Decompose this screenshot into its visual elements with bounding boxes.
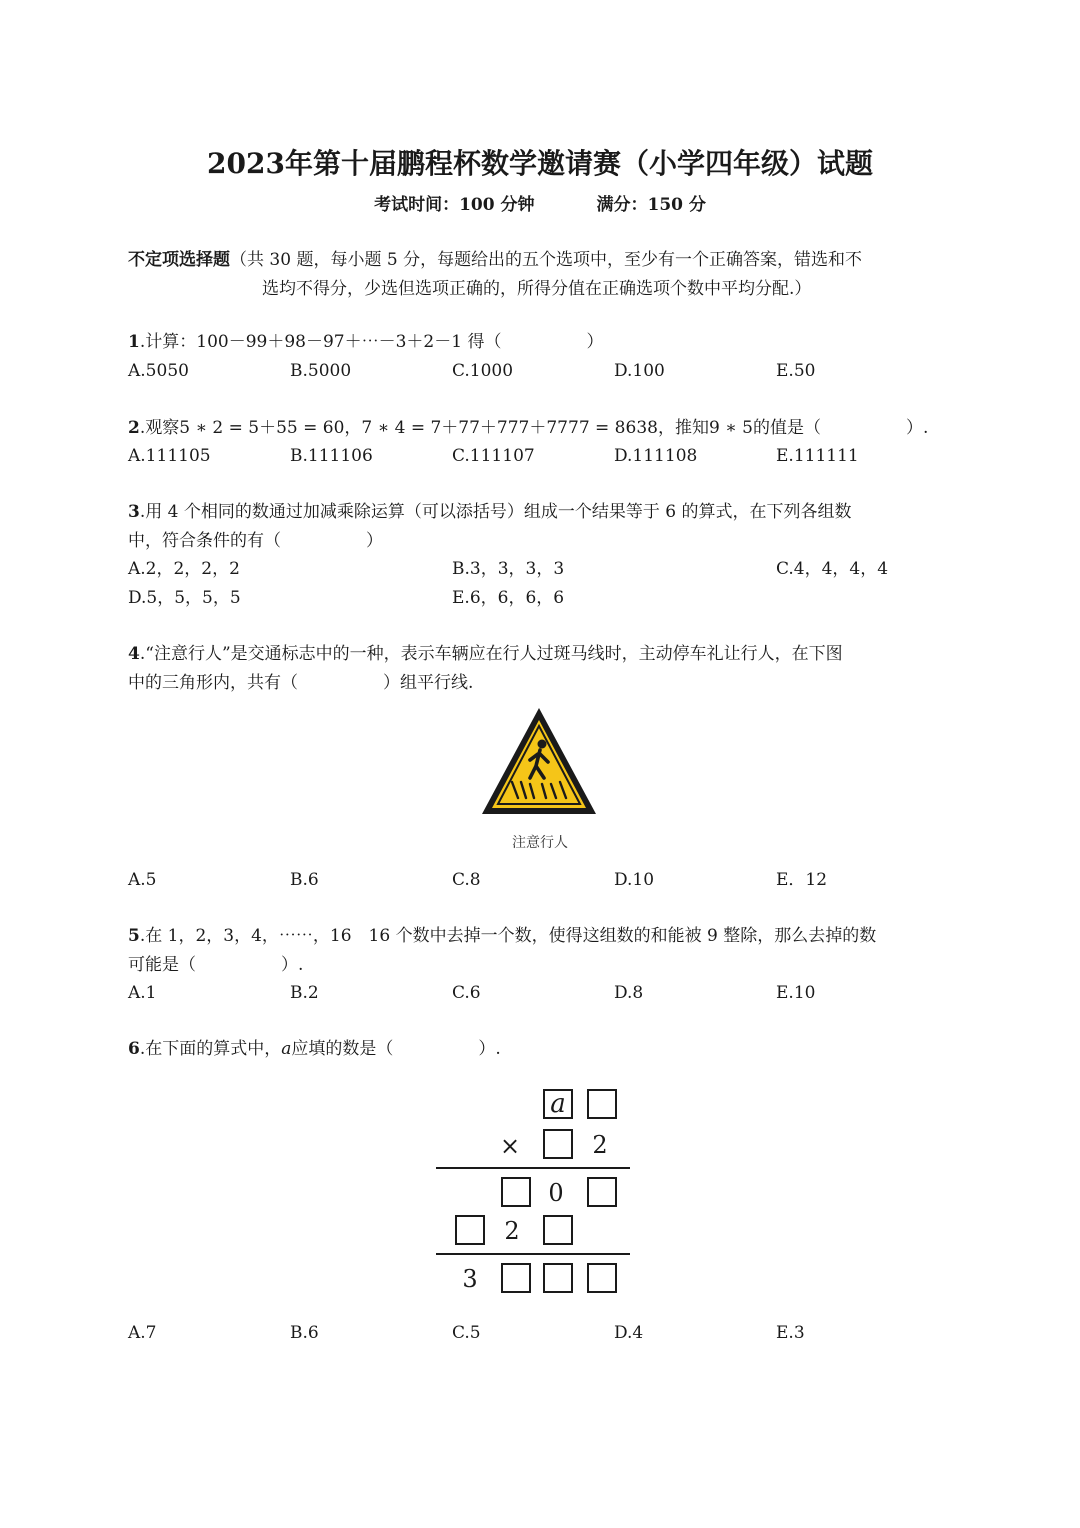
question-number: 1	[128, 332, 140, 352]
question-number: 3	[128, 502, 140, 522]
question-text: .观察5 ∗ 2 = 5＋55 = 60，7 ∗ 4 = 7＋77＋777＋7777 = 8638，推知9 ∗ 5的值是（ ）.	[139, 418, 929, 438]
instructions-line1: （共 30 题，每小题 5 分，每题给出的五个选项中，至少有一个正确答案，错选和不	[230, 250, 863, 270]
option-e: E.50	[776, 361, 816, 381]
page-title: 2023年第十届鹏程杯数学邀请赛（小学四年级）试题	[207, 147, 873, 180]
question-5	[128, 922, 958, 980]
option-b: B.111106	[290, 446, 373, 466]
options-1	[128, 357, 958, 386]
option-c: C.1000	[452, 361, 514, 381]
option-c: C.111107	[452, 446, 535, 466]
option-e: E.6，6，6，6	[452, 588, 565, 608]
instructions-line2: 选均不得分，少选但选项正确的，所得分值在正确选项个数中平均分配.）	[262, 279, 812, 299]
option-e: E．12	[776, 870, 828, 890]
question-text-cont: 中，符合条件的有（ ）	[128, 531, 383, 551]
option-d: D.4	[614, 1323, 644, 1343]
exam-time: 考试时间：100 分钟	[374, 195, 535, 215]
question-6	[128, 1035, 958, 1064]
question-text: .用 4 个相同的数通过加减乘除运算（可以添括号）组成一个结果等于 6 的算式，在下列各组数	[139, 502, 852, 522]
option-b: B.6	[290, 870, 319, 890]
option-c: C.6	[452, 983, 481, 1003]
pedestrian-warning-sign	[476, 702, 602, 822]
variable-a: a	[281, 1039, 292, 1059]
options-5	[128, 979, 958, 1008]
digit-box	[456, 1216, 484, 1244]
option-c: C.4，4，4，4	[776, 559, 889, 579]
question-1	[128, 328, 958, 357]
option-b: B.6	[290, 1323, 319, 1343]
multiplication-puzzle	[430, 1082, 640, 1302]
digit-2: 2	[592, 1131, 608, 1159]
multiplicand-var: a	[550, 1089, 566, 1119]
digit-box	[502, 1178, 530, 1206]
option-d: D.8	[614, 983, 644, 1003]
option-a: A.5050	[128, 361, 189, 381]
options-6	[128, 1319, 958, 1348]
question-text-end: 应填的数是（ ）.	[291, 1039, 501, 1059]
digit-box	[588, 1090, 616, 1118]
option-b: B.5000	[290, 361, 352, 381]
question-number: 2	[128, 418, 140, 438]
option-c: C.8	[452, 870, 481, 890]
sign-fill	[492, 720, 586, 808]
option-a: A.111105	[128, 446, 211, 466]
digit-box	[588, 1178, 616, 1206]
options-4	[128, 866, 958, 895]
digit-3: 3	[462, 1265, 478, 1293]
digit-box	[544, 1264, 572, 1292]
option-a: A.7	[128, 1323, 157, 1343]
digit-0: 0	[548, 1179, 564, 1207]
instructions	[128, 246, 948, 304]
section-heading: 不定项选择题	[128, 250, 230, 270]
options-2	[128, 442, 958, 471]
option-b: B.3，3，3，3	[452, 559, 565, 579]
option-e: E.10	[776, 983, 816, 1003]
question-number: 4	[128, 644, 140, 664]
option-c: C.5	[452, 1323, 481, 1343]
option-a: A.2，2，2，2	[128, 559, 240, 579]
options-3b	[128, 584, 958, 613]
question-text-cont: 中的三角形内，共有（ ）组平行线.	[128, 673, 474, 693]
option-d: D.100	[614, 361, 665, 381]
digit-2b: 2	[504, 1217, 520, 1245]
exam-info	[0, 190, 1080, 215]
question-number: 6	[128, 1039, 140, 1059]
question-4	[128, 640, 958, 698]
option-d: D.111108	[614, 446, 698, 466]
question-text: .“注意行人”是交通标志中的一种，表示车辆应在行人过斑马线时，主动停车礼让行人，在下图	[139, 644, 843, 664]
sign-caption: 注意行人	[512, 835, 568, 851]
option-d: D.5，5，5，5	[128, 588, 241, 608]
option-a: A.5	[128, 870, 157, 890]
option-d: D.10	[614, 870, 655, 890]
digit-box	[502, 1264, 530, 1292]
option-e: E.3	[776, 1323, 805, 1343]
question-number: 5	[128, 926, 140, 946]
options-3a	[128, 555, 958, 584]
digit-box	[544, 1130, 572, 1158]
digit-box	[544, 1216, 572, 1244]
option-e: E.111111	[776, 446, 859, 466]
option-a: A.1	[128, 983, 157, 1003]
exam-score: 满分：150 分	[596, 195, 706, 215]
question-text: .在下面的算式中，	[139, 1039, 282, 1059]
question-text: .计算：100－99＋98－97＋⋯－3＋2－1 得（ ）	[139, 332, 604, 352]
option-b: B.2	[290, 983, 319, 1003]
question-text: .在 1，2，3，4，⋯⋯，16 16 个数中去掉一个数，使得这组数的和能被 9 整除，那么去掉的数	[139, 926, 877, 946]
question-2	[128, 414, 958, 443]
question-text-cont: 可能是（ ）.	[128, 955, 304, 975]
times-sign: ×	[499, 1132, 521, 1160]
question-3	[128, 498, 958, 556]
digit-box	[588, 1264, 616, 1292]
